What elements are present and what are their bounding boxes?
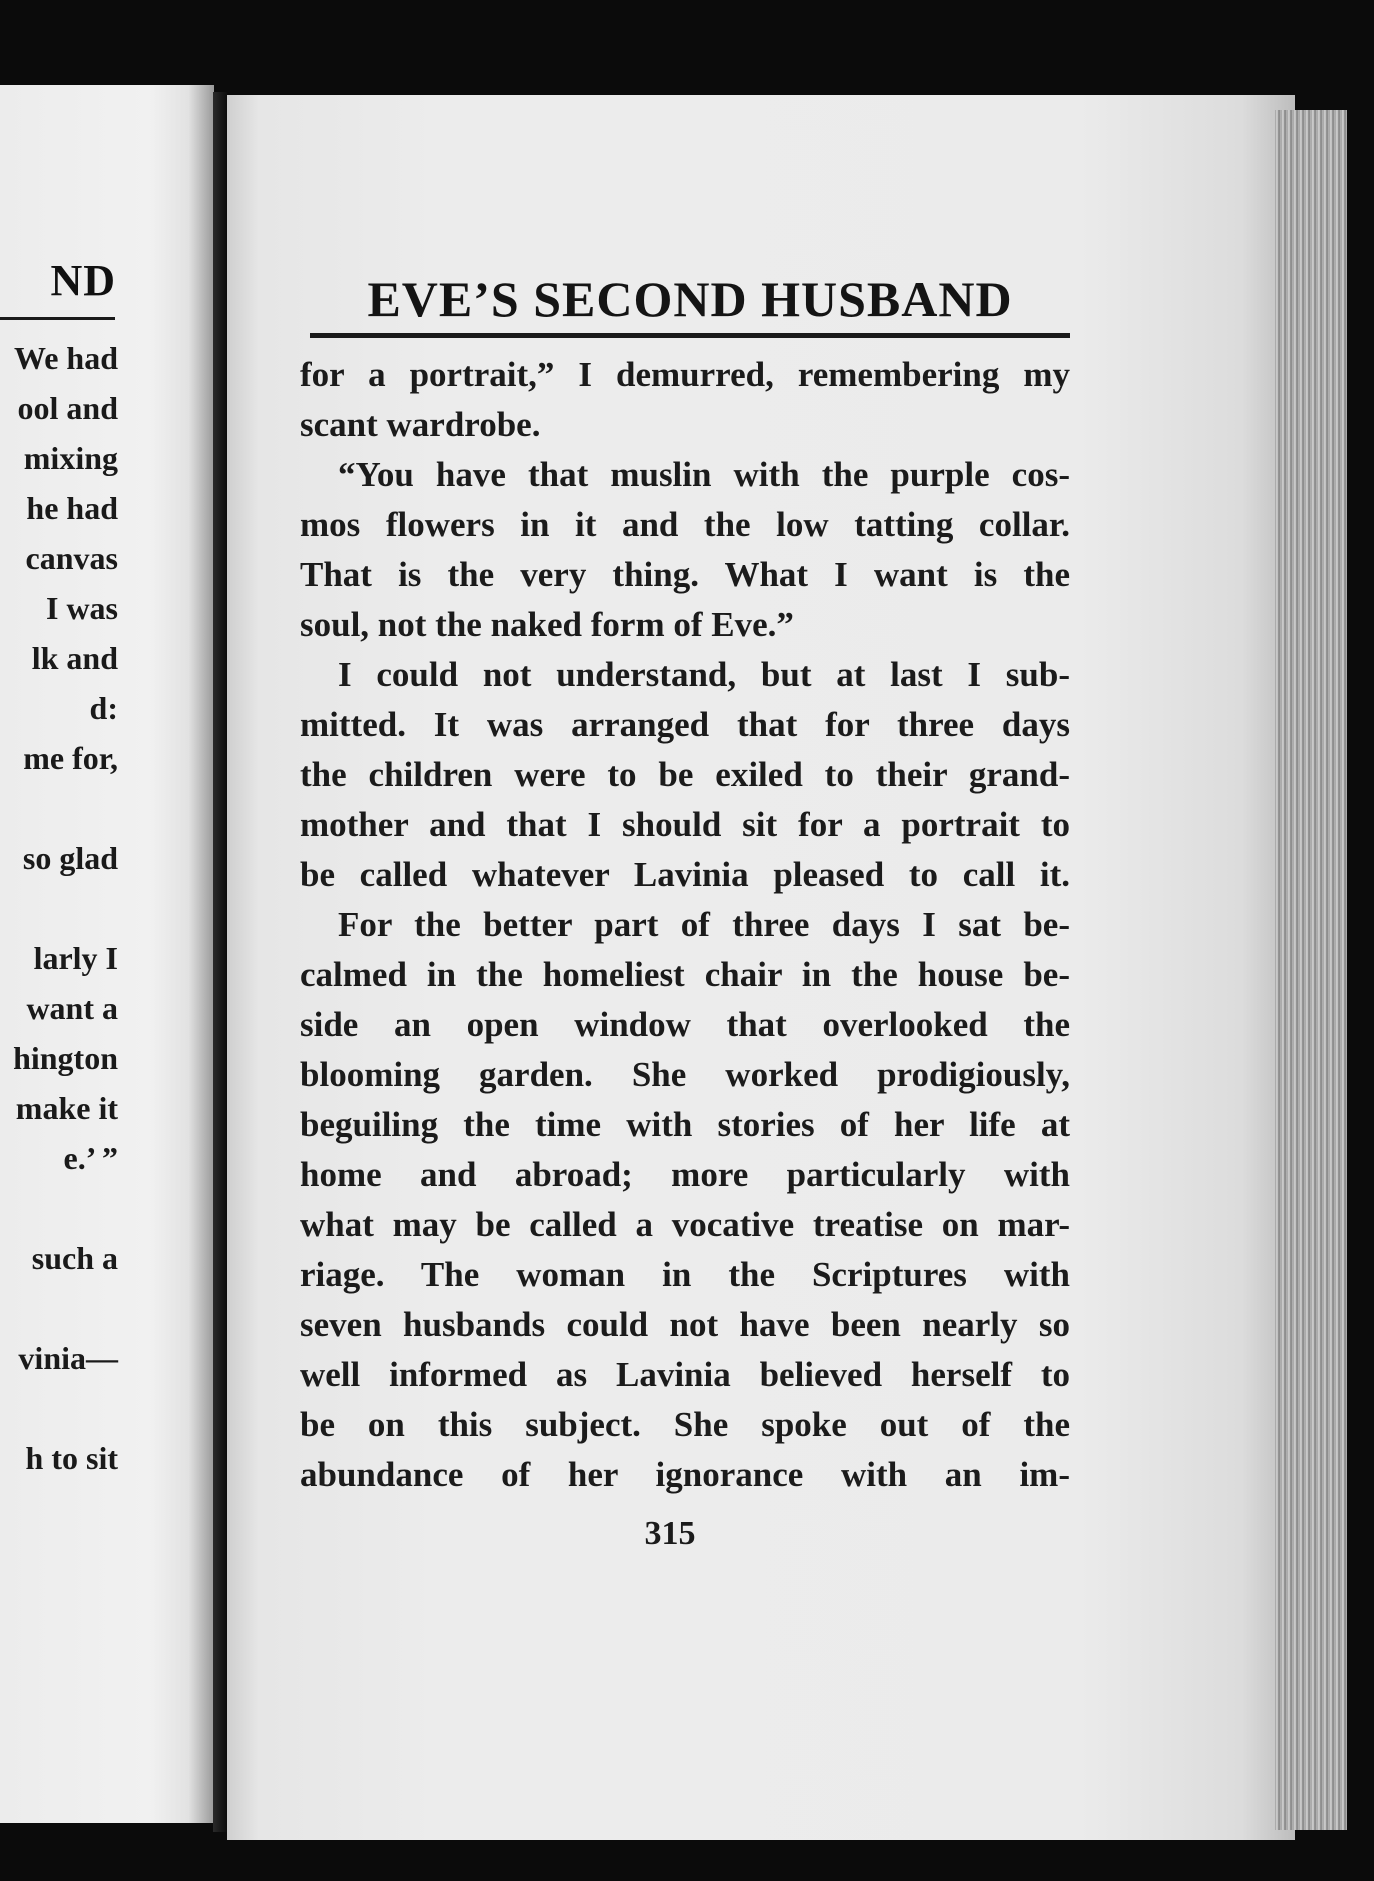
left-line: d: bbox=[89, 690, 118, 726]
text-line: side an open window that overlooked the bbox=[300, 1005, 1070, 1044]
left-line: h to sit bbox=[25, 1440, 118, 1476]
left-line: me for, bbox=[23, 740, 118, 776]
left-running-header: ND bbox=[50, 256, 116, 305]
header-rule bbox=[310, 333, 1070, 338]
text-line: mother and that I should sit for a portrait to bbox=[300, 805, 1070, 844]
text-line: the children were to be exiled to their grand- bbox=[300, 755, 1070, 794]
text-line: That is the very thing. What I want is the bbox=[300, 555, 1070, 594]
text-line: abundance of her ignorance with an im- bbox=[300, 1455, 1070, 1494]
text-line: seven husbands could not have been nearly so bbox=[300, 1305, 1070, 1344]
book-spine bbox=[213, 92, 227, 1832]
text-line: for a portrait,” I demurred, remembering my bbox=[300, 355, 1070, 394]
text-line: I could not understand, but at last I sub- bbox=[338, 655, 1070, 694]
text-line: be called whatever Lavinia pleased to call it. bbox=[300, 855, 1070, 894]
text-line: what may be called a vocative treatise on mar- bbox=[300, 1205, 1070, 1244]
text-line: scant wardrobe. bbox=[300, 405, 541, 444]
page-edges bbox=[1275, 110, 1347, 1830]
left-line: ool and bbox=[17, 390, 118, 426]
left-line: I was bbox=[45, 590, 118, 626]
text-line: mos flowers in it and the low tatting collar. bbox=[300, 505, 1070, 544]
text-line: beguiling the time with stories of her life at bbox=[300, 1105, 1070, 1144]
text-line: be on this subject. She spoke out of the bbox=[300, 1405, 1070, 1444]
text-line: blooming garden. She worked prodigiously, bbox=[300, 1055, 1070, 1094]
text-line: home and abroad; more particularly with bbox=[300, 1155, 1070, 1194]
text-line: soul, not the naked form of Eve.” bbox=[300, 605, 794, 644]
left-line: hington bbox=[13, 1040, 118, 1076]
text-line: mitted. It was arranged that for three days bbox=[300, 705, 1070, 744]
left-line: canvas bbox=[25, 540, 118, 576]
page-number: 315 bbox=[644, 1515, 696, 1552]
left-line: mixing bbox=[23, 440, 118, 476]
text-line: For the better part of three days I sat be- bbox=[338, 905, 1070, 944]
left-line: lk and bbox=[31, 640, 118, 676]
left-page bbox=[0, 85, 214, 1823]
left-line: make it bbox=[15, 1090, 118, 1126]
left-line: so glad bbox=[22, 840, 118, 876]
text-line: riage. The woman in the Scriptures with bbox=[300, 1255, 1070, 1294]
page-body-text bbox=[300, 350, 1070, 1500]
text-line: well informed as Lavinia believed herself to bbox=[300, 1355, 1070, 1394]
left-header-rule bbox=[0, 317, 115, 320]
left-line: he had bbox=[26, 490, 118, 526]
left-line: vinia— bbox=[18, 1340, 118, 1376]
left-line: want a bbox=[26, 990, 118, 1026]
left-line: larly I bbox=[33, 940, 118, 976]
text-line: calmed in the homeliest chair in the house be- bbox=[300, 955, 1070, 994]
running-header: EVE’S SECOND HUSBAND bbox=[367, 271, 1013, 327]
left-line: such a bbox=[31, 1240, 118, 1276]
text-line: “You have that muslin with the purple cos- bbox=[338, 455, 1070, 494]
left-line: e.’ ” bbox=[63, 1140, 118, 1176]
left-line: We had bbox=[13, 340, 118, 376]
